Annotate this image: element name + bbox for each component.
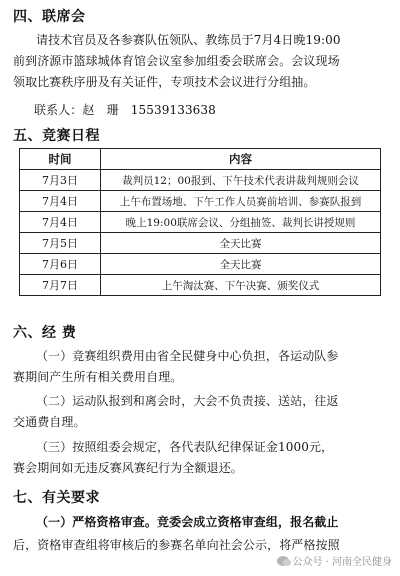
- row-content: 裁判员12；00报到、下午技术代表讲裁判规则会议: [101, 170, 381, 191]
- row-content: 晚上19:00联席会议、分组抽签、裁判长讲授规则: [101, 212, 381, 233]
- header-content: 内容: [101, 149, 381, 170]
- section4-heading: 四、联席会: [13, 9, 86, 25]
- row-date: 7月4日: [20, 191, 101, 212]
- schedule-header-row: [20, 149, 381, 170]
- row-date: 7月6日: [20, 254, 101, 275]
- section7-line-2: 后，资格审查组将审核后的参赛名单向社会公示，将严格按照: [13, 538, 340, 552]
- row-date: 7月3日: [20, 170, 101, 191]
- section7-line-1: （一）严格资格审查。竞委会成立资格审查组，报名截止: [36, 515, 339, 529]
- section6-line-6: 赛会期间如无违反赛风赛纪行为全额退还。: [13, 461, 243, 475]
- section4-line-1: 请技术官员及各参赛队伍领队、教练员于7月4日晚19:00: [36, 33, 341, 47]
- section7-heading: 七、有关要求: [13, 490, 100, 506]
- watermark: [277, 553, 392, 568]
- row-date: 7月4日: [20, 212, 101, 233]
- row-content: 上午淘汰赛、下午决赛、颁奖仪式: [101, 275, 381, 296]
- table-row: [20, 212, 381, 233]
- table-row: [20, 191, 381, 212]
- section6-line-4: 交通费自理。: [13, 415, 86, 429]
- row-date: 7月5日: [20, 233, 101, 254]
- schedule-table: [19, 148, 381, 296]
- row-content: 全天比赛: [101, 233, 381, 254]
- row-content: 全天比赛: [101, 254, 381, 275]
- section4-line-2: 前到济源市篮球城体育馆会议室参加组委会联席会。会议现场: [13, 54, 340, 68]
- section4-line-3: 领取比赛秩序册及有关证件，专项技术会议进行分组抽。: [13, 75, 316, 89]
- section6-line-5: （三）按照组委会规定，各代表队纪律保证金1000元，: [36, 440, 334, 454]
- contact-line: 联系人：赵 珊 15539133638: [34, 103, 216, 117]
- row-content: 上午布置场地、下午工作人员赛前培训、参赛队报到: [101, 191, 381, 212]
- table-row: [20, 254, 381, 275]
- wechat-icon: [277, 556, 289, 566]
- table-row: [20, 275, 381, 296]
- watermark-text: 公众号 · 河南全民健身: [292, 557, 392, 568]
- section6-heading: 六、经 费: [13, 325, 77, 341]
- section5-heading: 五、竞赛日程: [13, 128, 100, 144]
- header-date: 时间: [20, 149, 101, 170]
- section6-line-1: （一）竞赛组织费用由省全民健身中心负担，各运动队参: [36, 349, 339, 363]
- section6-line-3: （二）运动队报到和离会时，大会不负责接、送站，往返: [36, 394, 339, 408]
- table-row: [20, 170, 381, 191]
- section6-line-2: 赛期间产生所有相关费用自理。: [13, 370, 183, 384]
- row-date: 7月7日: [20, 275, 101, 296]
- table-row: [20, 233, 381, 254]
